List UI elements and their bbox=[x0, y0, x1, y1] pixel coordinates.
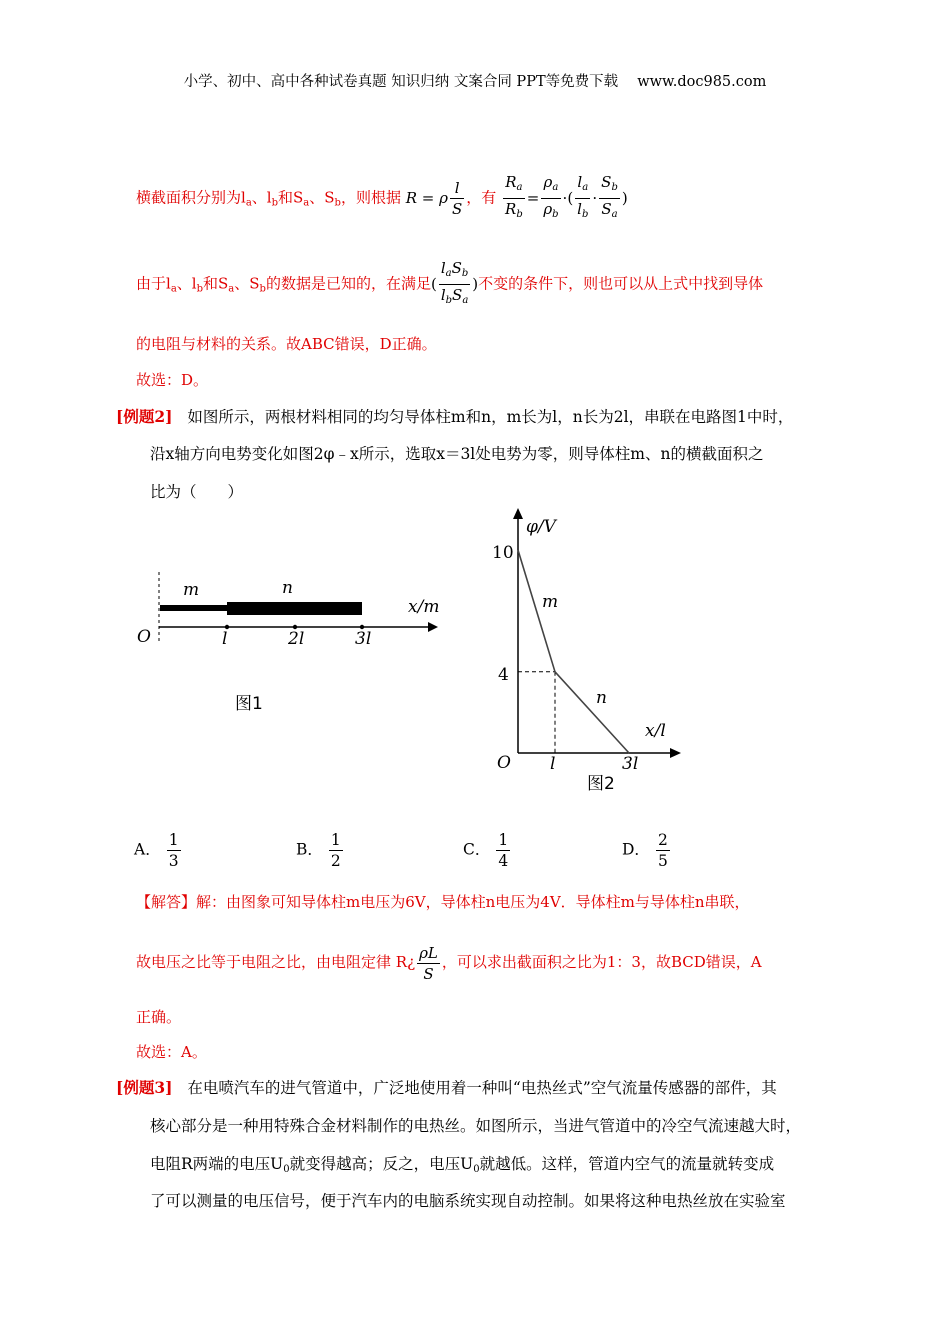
fig2-label-n: n bbox=[596, 688, 607, 708]
fig1-label-2l: 2l bbox=[288, 629, 305, 649]
formula-ratio: $\frac{R_a}{R_b}$ = $\frac{\rho_a}{\rho_b}$ ·( $\frac{l_a}{l_b}$ · $\frac{S_b}{S_a}$ ) bbox=[505, 173, 628, 220]
fig2-label-m: m bbox=[542, 592, 559, 612]
series-n-segment bbox=[555, 672, 629, 753]
fig2-x-arrow bbox=[670, 748, 681, 758]
example-3-tag: [例题3] bbox=[116, 1078, 173, 1097]
conductor-n bbox=[227, 602, 362, 615]
fig2-tick-3l: 3l bbox=[622, 754, 639, 774]
example-3-line-1: [例题3] 在电喷汽车的进气管道中，广泛地使用着一种叫“电热丝式”空气流量传感器的部件，其 bbox=[116, 1078, 777, 1097]
fig1-label-3l: 3l bbox=[355, 629, 372, 649]
option-a[interactable]: A． $\frac{1}{3}$ bbox=[134, 831, 179, 870]
option-b[interactable]: B． $\frac{1}{2}$ bbox=[296, 831, 341, 870]
solution-answer: 故选：A。 bbox=[136, 1043, 207, 1061]
example-2-line-3: 比为（ ） bbox=[150, 483, 244, 501]
solution-line-1: 【解答】解：由图象可知导体柱m电压为6V，导体柱n电压为4V．导体柱m与导体柱n串联， bbox=[136, 893, 750, 911]
conductor-m bbox=[160, 605, 227, 611]
example-3-line-4: 了可以测量的电压信号，便于汽车内的电脑系统实现自动控制。如果将这种电热丝放在实验室 bbox=[150, 1192, 786, 1210]
fig2-y-arrow bbox=[513, 508, 523, 519]
fig1-label-n: n bbox=[282, 578, 293, 598]
prev-line-1: 横截面积分别为$l_a$、$l_b$和$S_a$、$S_b$，则根据 R = ρ $\frac{l}{S}$ ，有 $\frac{R_a}{R_b}$ = $\frac{\rho_a}{\rho_b}$ ·( $\frac{l_a}{l_b}$ · $\frac{S_b}{S_a}$ ) bbox=[136, 173, 628, 220]
fig1-origin: O bbox=[137, 627, 151, 647]
fig2-origin: O bbox=[497, 753, 511, 773]
example-2-line-2: 沿x轴方向电势变化如图2φ﹣x所示，选取x＝3l处电势为零，则导体柱m、n的横截面积之 bbox=[150, 445, 764, 463]
figure-1 bbox=[130, 560, 450, 720]
example-2-line-1: [例题2] 如图所示，两根材料相同的均匀导体柱m和n，m长为l，n长为2l，串联在电路图1中时， bbox=[116, 407, 794, 426]
prev-line-2: 由于$l_a$、$l_b$和$S_a$、$S_b$的数据是已知的，在满足( $\frac{l_aS_b}{l_bS_a}$ )不变的条件下，则也可以从上式中找到导体 bbox=[136, 259, 764, 306]
example-2-tag: [例题2] bbox=[116, 407, 173, 426]
solution-line-2: 故电压之比等于电阻之比，由电阻定律 R¿ $\frac{\rho L}{S}$ ，可以求出截面积之比为1：3，故BCD错误，A bbox=[136, 943, 762, 983]
fig1-label-l: l bbox=[222, 629, 228, 649]
prev-answer: 故选：D。 bbox=[136, 371, 209, 389]
fig2-tick-l: l bbox=[550, 754, 556, 774]
fig1-caption: 图1 bbox=[235, 694, 263, 714]
example-3-line-3: 电阻R两端的电压$U_0$就变得越高；反之，电压$U_0$就越低。这样，管道内空气的流量就转变成 bbox=[150, 1155, 775, 1175]
prev-line-3: 的电阻与材料的关系。故ABC错误，D正确。 bbox=[136, 335, 437, 353]
option-c[interactable]: C． $\frac{1}{4}$ bbox=[463, 831, 509, 870]
option-d[interactable]: D． $\frac{2}{5}$ bbox=[622, 831, 668, 870]
fig2-tick-4: 4 bbox=[498, 665, 509, 685]
fig2-plot bbox=[518, 550, 629, 753]
formula-resistance: R = ρ $\frac{l}{S}$ bbox=[405, 179, 463, 218]
fig1-label-m: m bbox=[183, 580, 200, 600]
figure-2 bbox=[480, 505, 700, 800]
fig1-axis-label: x/m bbox=[408, 597, 440, 617]
fig2-caption: 图2 bbox=[587, 774, 615, 794]
fig1-axis-arrow bbox=[428, 622, 438, 632]
fig2-y-label: φ/V bbox=[526, 517, 556, 537]
example-3-line-2: 核心部分是一种用特殊合金材料制作的电热丝。如图所示，当进气管道中的冷空气流速越大时， bbox=[150, 1117, 802, 1135]
formula-condition: ( $\frac{l_aS_b}{l_bS_a}$ ) bbox=[430, 259, 479, 306]
page-header: 小学、初中、高中各种试卷真题 知识归纳 文案合同 PPT等免费下载 www.doc985.com bbox=[183, 74, 767, 90]
fig2-x-label: x/l bbox=[645, 721, 666, 741]
solution-line-3: 正确。 bbox=[136, 1008, 182, 1026]
fig2-tick-10: 10 bbox=[492, 543, 514, 563]
